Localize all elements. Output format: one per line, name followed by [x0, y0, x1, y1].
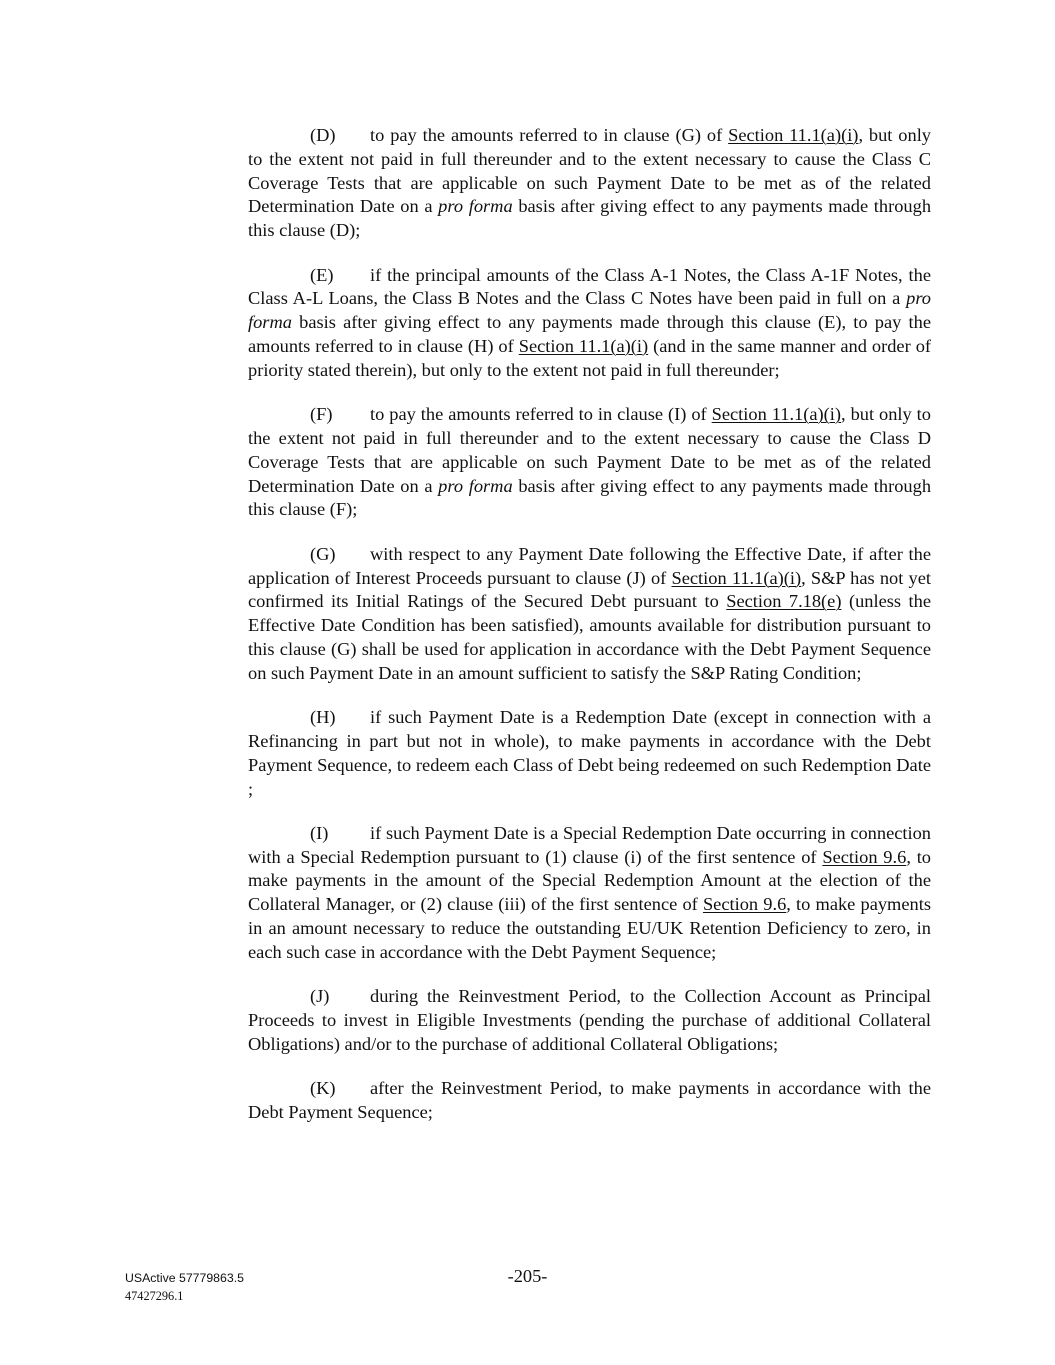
clause-text: , but only to the extent not paid in full thereunder and to the extent necessary to cause the Class D Coverage Tests that are applicable on such Payment Date to be met as of the related Determination Date on a	[248, 404, 931, 496]
clause-label: (I)	[310, 822, 329, 843]
clause-text: if such Payment Date is a Special Redemption Date occurring in connection with a Special Redemption pursuant to (1) clause (i) of the first sentence of	[248, 822, 931, 867]
italic-term: pro forma	[248, 288, 931, 333]
clause-text: basis after giving effect to any payments made through this clause (E), to pay the amounts referred to in clause (H) of	[248, 312, 931, 356]
clause-paragraph	[248, 822, 931, 965]
clause-label: (D)	[310, 125, 336, 145]
clause-text: to pay the amounts referred to in clause (I) of	[370, 404, 712, 425]
clause-text: , to make payments in an amount necessary to reduce the outstanding EU/UK Retention Deficiency to zero, in each such case in accordance with the Debt Payment Sequence;	[248, 894, 931, 962]
page-number: -205-	[507, 1266, 548, 1286]
clause-text: if the principal amounts of the Class A-1 Notes, the Class A-1F Notes, the Class A-L Loans, the Class B Notes and the Class C Notes have been paid in full on a	[248, 264, 931, 309]
clause-text: basis after giving effect to any payments made through this clause (D);	[248, 196, 932, 241]
section-reference-link[interactable]: Section 9.6	[702, 894, 787, 915]
clause-list	[248, 124, 931, 1145]
section-reference-link[interactable]: Section 11.1(a)(i)	[728, 125, 859, 145]
clause-text: , to make payments in the amount of the Special Redemption Amount at the election of the Collateral Manager, or (2) clause (iii) of the first sentence of	[248, 846, 932, 915]
section-reference-link[interactable]: Section 7.18(e)	[726, 591, 842, 612]
section-reference-link[interactable]: Section 11.1(a)(i)	[671, 567, 802, 588]
clause-paragraph	[248, 543, 931, 686]
clause-paragraph	[248, 706, 931, 801]
clause-label: (G)	[310, 543, 336, 564]
clause-text: , S&P has not yet confirmed its Initial Ratings of the Secured Debt pursuant to	[248, 567, 931, 612]
clause-label: (K)	[310, 1078, 336, 1099]
clause-text: (and in the same manner and order of priority stated therein), but only to the extent not paid in full thereunder;	[248, 335, 932, 380]
document-id: USActive 57779863.5	[125, 1271, 244, 1285]
clause-label: (J)	[310, 986, 330, 1007]
clause-text: if such Payment Date is a Redemption Date (except in connection with a Refinancing in part but not in whole), to make payments in accordance with the Debt Payment Sequence, to redeem each Class of Debt being redeemed on such Redemption Date ;	[248, 707, 931, 799]
clause-label: (F)	[310, 404, 333, 425]
clause-paragraph	[248, 985, 931, 1056]
clause-paragraph	[248, 403, 931, 522]
section-reference-link[interactable]: Section 11.1(a)(i)	[711, 404, 842, 425]
clause-text: with respect to any Payment Date following the Effective Date, if after the application of Interest Proceeds pursuant to clause (J) of	[248, 543, 931, 588]
italic-term: pro forma	[438, 475, 513, 496]
clause-text: during the Reinvestment Period, to the Collection Account as Principal Proceeds to invest in Eligible Investments (pending the purchase of additional Collateral Obligations) and/or to the purchase of additional Collateral Obligations;	[248, 986, 931, 1054]
section-reference-link[interactable]: Section 11.1(a)(i)	[518, 335, 649, 356]
clause-text: (unless the Effective Date Condition has been satisfied), amounts available for distribution pursuant to this clause (G) shall be used for application in accordance with the Debt Payment Sequence on such Payment Date in an amount sufficient to satisfy the S&P Rating Condition;	[248, 591, 931, 683]
clause-label: (H)	[310, 707, 336, 728]
section-reference-link[interactable]: Section 9.6	[822, 846, 907, 867]
clause-text: , but only to the extent not paid in full thereunder and to the extent necessary to cause the Class C Coverage Tests that are applicable on such Payment Date to be met as of the related Determination Date on a	[248, 125, 932, 217]
clause-paragraph	[248, 124, 931, 243]
clause-paragraph	[248, 1077, 931, 1125]
document-id-secondary: 47427296.1	[125, 1289, 184, 1303]
clause-text: to pay the amounts referred to in clause (G) of	[370, 125, 729, 145]
clause-text: after the Reinvestment Period, to make payments in accordance with the Debt Payment Sequence;	[248, 1078, 931, 1123]
clause-paragraph	[248, 264, 931, 383]
italic-term: pro forma	[438, 196, 513, 217]
clause-label: (E)	[310, 264, 334, 285]
clause-text: basis after giving effect to any payments made through this clause (F);	[248, 475, 932, 520]
